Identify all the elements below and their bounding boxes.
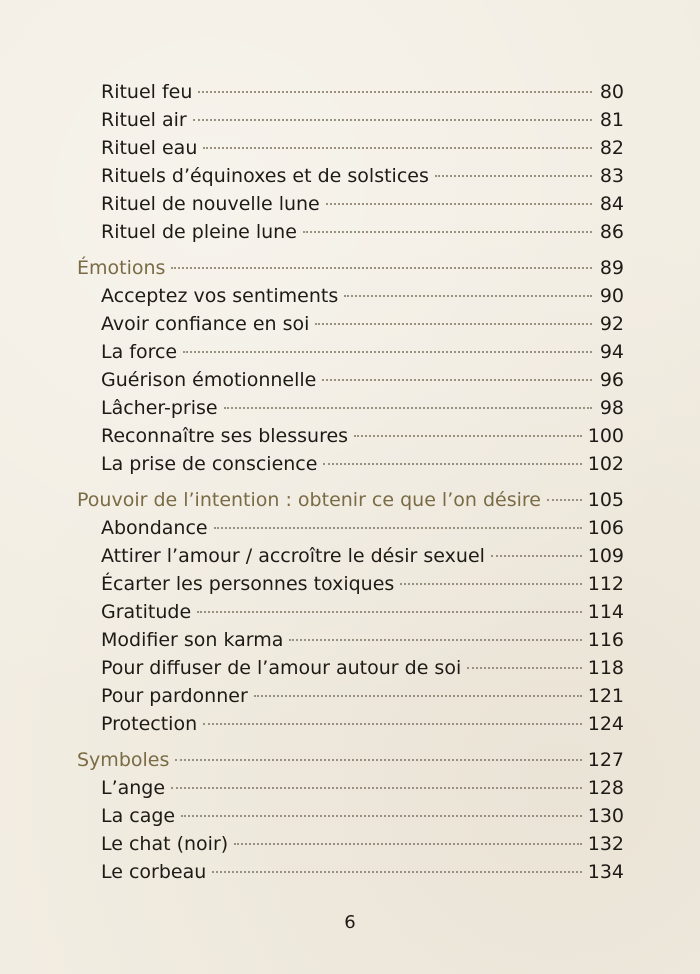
entry-page: 121 [587,685,624,707]
entry-page: 124 [587,713,624,735]
toc-entry [77,654,624,682]
entry-page: 112 [587,573,624,595]
toc-entry [77,134,624,162]
dot-leader [181,815,582,817]
toc-entry [77,710,624,738]
entry-page: 116 [587,629,624,651]
toc-entry [77,218,624,246]
dot-leader [315,323,592,325]
entry-title: Avoir confiance en soi [101,313,310,335]
entry-title: Attirer l’amour / accroître le désir sexuel [101,545,485,567]
dot-leader [491,555,582,557]
toc-section [77,254,624,282]
dot-leader [435,175,592,177]
dot-leader [254,695,582,697]
toc-entry [77,682,624,710]
dot-leader [400,583,581,585]
toc-entry [77,78,624,106]
entry-page: 105 [587,489,624,511]
entry-title: Le chat (noir) [101,833,229,855]
entry-page: 100 [587,425,624,447]
dot-leader [547,499,582,501]
entry-page: 132 [587,833,624,855]
dot-leader [171,787,582,789]
dot-leader [234,843,582,845]
table-of-contents [77,78,624,886]
toc-entry [77,190,624,218]
dot-leader [322,379,592,381]
dot-leader [193,119,592,121]
page-number: 6 [344,912,356,933]
dot-leader [354,435,582,437]
entry-page: 114 [587,601,624,623]
dot-leader [183,351,592,353]
toc-section [77,486,624,514]
entry-title: Protection [101,713,198,735]
entry-page: 128 [587,777,624,799]
dot-leader [289,639,581,641]
dot-leader [212,871,581,873]
entry-page: 89 [599,257,624,279]
entry-page: 130 [587,805,624,827]
toc-entry [77,570,624,598]
entry-title: Rituel feu [101,81,193,103]
entry-title: La force [101,341,178,363]
entry-title: La cage [101,805,176,827]
toc-entry [77,422,624,450]
entry-page: 86 [599,221,624,243]
toc-entry [77,858,624,886]
toc-entry [77,598,624,626]
dot-leader [326,203,592,205]
toc-entry [77,450,624,478]
entry-page: 118 [587,657,624,679]
entry-page: 82 [599,137,624,159]
entry-title: Pouvoir de l’intention : obtenir ce que l’on désire [77,489,541,511]
toc-entry [77,310,624,338]
entry-page: 92 [599,313,624,335]
entry-title: Lâcher-prise [101,397,218,419]
entry-title: Rituel air [101,109,187,131]
dot-leader [224,407,592,409]
toc-entry [77,394,624,422]
toc-entry [77,774,624,802]
entry-title: Rituels d’équinoxes et de solstices [101,165,429,187]
entry-title: Émotions [77,257,166,279]
entry-title: Écarter les personnes toxiques [101,573,395,595]
toc-entry [77,162,624,190]
toc-entry [77,802,624,830]
entry-title: Pour pardonner [101,685,248,707]
entry-title: Gratitude [101,601,192,623]
entry-page: 109 [587,545,624,567]
entry-title: Symboles [77,749,170,771]
entry-page: 81 [599,109,624,131]
dot-leader [203,723,582,725]
entry-title: Le corbeau [101,861,207,883]
entry-page: 98 [599,397,624,419]
dot-leader [198,91,592,93]
dot-leader [175,759,581,761]
entry-page: 90 [599,285,624,307]
toc-entry [77,626,624,654]
entry-title: L’ange [101,777,166,799]
toc-entry [77,514,624,542]
dot-leader [303,231,592,233]
entry-page: 102 [587,453,624,475]
toc-entry [77,282,624,310]
toc-entry [77,542,624,570]
entry-page: 83 [599,165,624,187]
entry-page: 80 [599,81,624,103]
dot-leader [197,611,582,613]
entry-title: Pour diffuser de l’amour autour de soi [101,657,462,679]
toc-entry [77,830,624,858]
entry-page: 106 [587,517,624,539]
dot-leader [214,527,582,529]
entry-title: Rituel de nouvelle lune [101,193,320,215]
entry-title: Acceptez vos sentiments [101,285,339,307]
entry-page: 84 [599,193,624,215]
entry-page: 134 [587,861,624,883]
entry-page: 127 [587,749,624,771]
entry-title: Abondance [101,517,208,539]
toc-entry [77,338,624,366]
dot-leader [171,267,592,269]
entry-title: Modifier son karma [101,629,284,651]
dot-leader [203,147,592,149]
entry-page: 96 [599,369,624,391]
entry-title: Reconnaître ses blessures [101,425,349,447]
dot-leader [344,295,592,297]
entry-title: Rituel eau [101,137,198,159]
entry-page: 94 [599,341,624,363]
dot-leader [323,463,581,465]
toc-entry [77,366,624,394]
entry-title: Guérison émotionnelle [101,369,317,391]
toc-entry [77,106,624,134]
entry-title: La prise de conscience [101,453,318,475]
entry-title: Rituel de pleine lune [101,221,297,243]
toc-section [77,746,624,774]
dot-leader [467,667,582,669]
